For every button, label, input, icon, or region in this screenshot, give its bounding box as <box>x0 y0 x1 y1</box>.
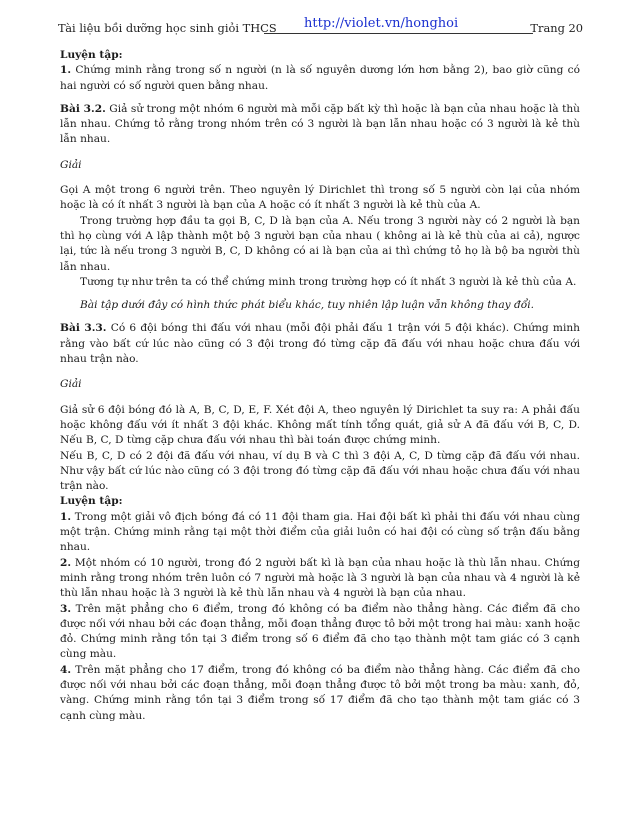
problem-3-3 <box>60 321 580 367</box>
page-header <box>58 16 583 37</box>
solution-paragraph: Giả sử 6 đội bóng đó là A, B, C, D, E, F. Xét đội A, theo nguyên lý Dirichlet ta suy ra: A phải đấu hoặc không đấu với ít nhất 3 đội khác. Không mất tính tổng quát, giả sử A đã đấu với B, C, D. Nếu B, C, D từng cặp chưa đấu với nhau thì bài toán được chứng minh. <box>60 403 580 447</box>
exercise-item <box>60 663 580 724</box>
exercise-number: 2. <box>60 556 72 569</box>
problem-text: Giả sử trong một nhóm 6 người mà mỗi cặp bất kỳ thì hoặc là bạn của nhau hoặc là thù lẫn nhau. Chứng tỏ rằng trong nhóm trên có 3 người là bạn lẫn nhau hoặc có 3 người là kẻ thù lẫn nhau. <box>60 102 580 146</box>
exercise-number: 1. <box>60 510 72 523</box>
solution-paragraph: Gọi A một trong 6 người trên. Theo nguyên lý Dirichlet thì trong số 5 người còn lại của nhóm hoặc là có ít nhất 3 người là bạn của A hoặc có ít nhất 3 người là kẻ thù của A. <box>60 184 580 212</box>
exercise-text: Trên mặt phẳng cho 17 điểm, trong đó không có ba điểm nào thẳng hàng. Các điểm đã cho được nối với nhau bởi các đoạn thẳng, mỗi đoạn thẳng được tô bởi một trong ba màu: xanh, đỏ, vàng. Chứng minh rằng tồn tại 3 điểm trong số 17 điểm đã cho tạo thành một tam giác có 3 cạnh cùng màu. <box>60 663 580 722</box>
solution-heading: Giải <box>60 378 82 391</box>
solution-paragraph: Tương tự như trên ta có thể chứng minh trong trường hợp có ít nhất 3 người là kẻ thù của A. <box>80 275 577 288</box>
problem-label: Bài 3.3. <box>60 322 107 335</box>
exercise-number: 3. <box>60 602 72 615</box>
solution-heading: Giải <box>60 158 82 171</box>
section-heading-practice: Luyện tập: <box>60 49 123 61</box>
page-content <box>60 48 580 724</box>
exercise-item <box>60 602 580 663</box>
exercise-item <box>60 556 580 602</box>
page-number: Trang 20 <box>530 21 583 35</box>
exercise-text: Trong một giải vô địch bóng đá có 11 đội tham gia. Hai đội bất kì phải thi đấu với nhau cùng một trận. Chứng minh rằng tại một thời điểm của giải luôn có hai đội có cùng số trận đấu bằng nhau. <box>60 510 580 554</box>
exercise-text: Trên mặt phẳng cho 6 điểm, trong đó không có ba điểm nào thẳng hàng. Các điểm đã cho được nối với nhau bởi các đoạn thẳng, mỗi đoạn thẳng được tô bởi một trong hai màu: xanh hoặc đỏ. Chứng minh rằng tồn tại 3 điểm trong số 6 điểm đã cho tạo thành một tam giác có 3 cạnh cùng màu. <box>60 602 580 661</box>
note-paragraph: Bài tập dưới đây có hình thức phát biểu khác, tuy nhiên lập luận vẫn không thay đổi. <box>80 299 535 312</box>
problem-label: Bài 3.2. <box>60 102 106 115</box>
exercise-number: 4. <box>60 663 72 676</box>
exercise-number: 1. <box>60 64 72 77</box>
header-link[interactable]: http://violet.vn/honghoi <box>304 16 459 31</box>
exercise-text: Chứng minh rằng trong số n người (n là số nguyên dương lớn hơn bằng 2), bao giờ cũng có hai người có số người quen bằng nhau. <box>60 64 580 92</box>
solution-paragraph: Nếu B, C, D có 2 đội đã đấu với nhau, ví dụ B và C thì 3 đội A, C, D từng cặp đã đấu với nhau. Như vậy bất cứ lúc nào cũng có 3 đội trong đó từng cặp đã đấu với nhau hoặc chưa đấu với nhau trận nào. <box>60 449 580 493</box>
problem-text: Có 6 đội bóng thi đấu với nhau (mỗi đội phải đấu 1 trận với 5 đội khác). Chứng minh rằng vào bất cứ lúc nào cũng có 3 đội trong đó từng cặp đã đấu với nhau hoặc chưa đấu với nhau trận nào. <box>60 322 580 366</box>
problem-3-2 <box>60 102 580 148</box>
solution-paragraph: Trong trường hợp đầu ta gọi B, C, D là bạn của A. Nếu trong 3 người này có 2 người là bạn thì họ cùng với A lập thành một bộ 3 người bạn của nhau ( không ai là kẻ thù của ai cả), ngược lại, tức là nếu trong 3 người B, C, D không có ai là bạn của ai thì chứng tỏ họ là bộ ba người thù lẫn nhau. <box>60 214 580 273</box>
header-title: Tài liệu bồi dưỡng học sinh giỏi THCS <box>58 21 277 35</box>
section-heading-practice: Luyện tập: <box>60 495 123 508</box>
exercise-text: Một nhóm có 10 người, trong đó 2 người bất kì là bạn của nhau hoặc là thù lẫn nhau. Chứng minh rằng trong nhóm trên luôn có 7 người mà hoặc là 3 người là bạn của nhau và 4 người là kẻ thù lẫn nhau hoặc là 3 người là kẻ thù lẫn nhau và 4 người là bạn của nhau. <box>60 556 580 600</box>
header-rule <box>264 33 533 34</box>
exercise-1 <box>60 63 580 94</box>
exercise-item <box>60 510 580 556</box>
